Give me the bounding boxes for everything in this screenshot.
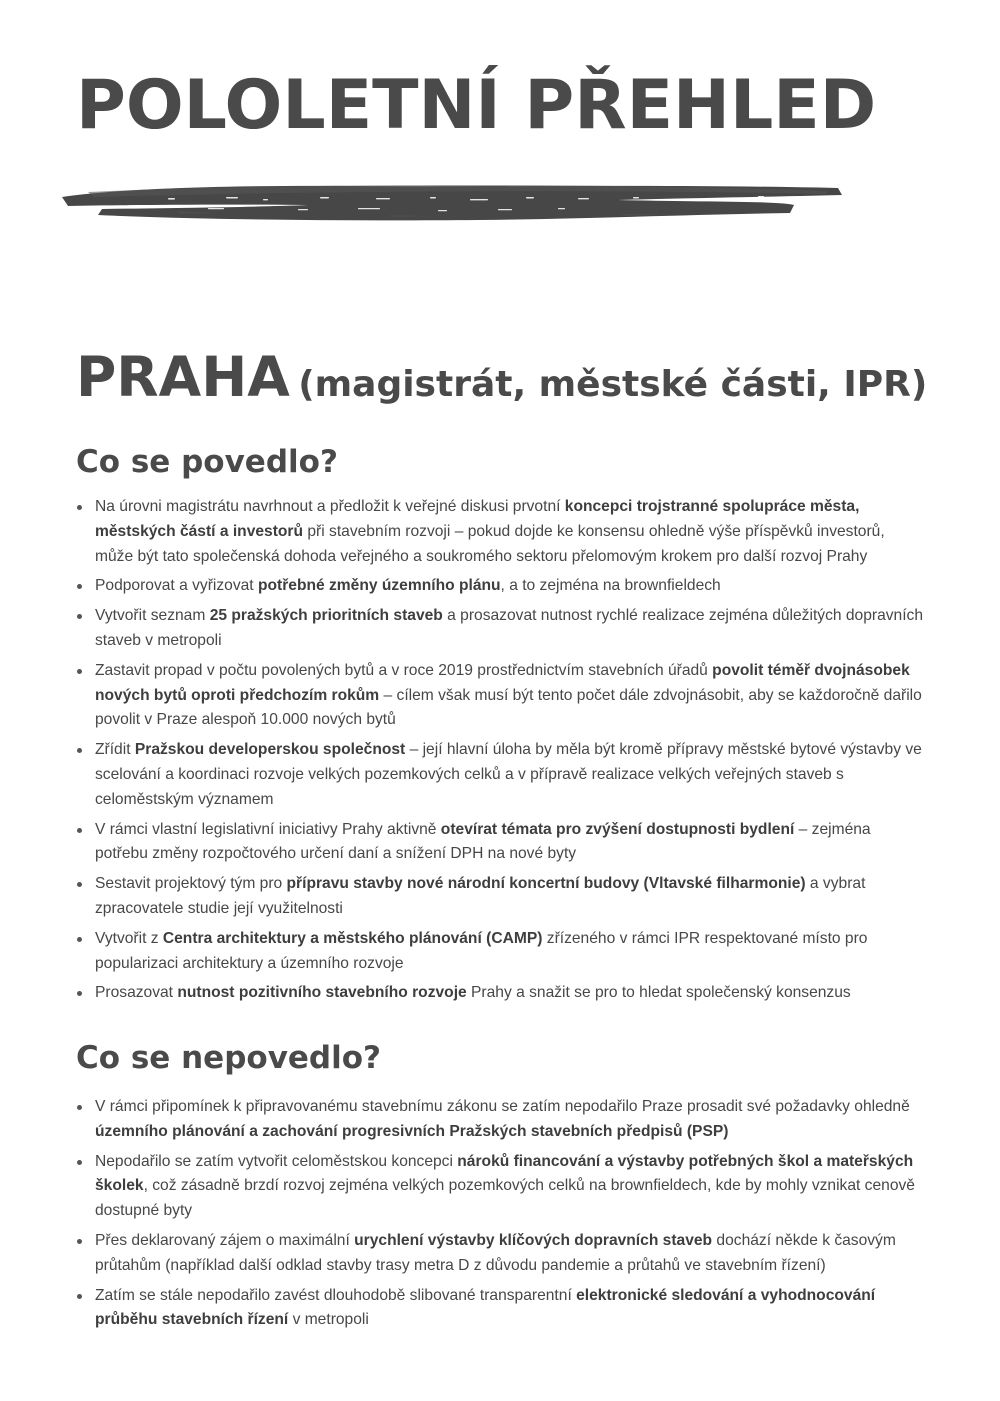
- list-item-bold-text: elektronické sledování a vyhodnocování průběhu stavebních řízení: [95, 1286, 876, 1329]
- list-item: [76, 1229, 926, 1279]
- failure-list: [76, 1095, 926, 1338]
- list-item-text: Sestavit projektový tým pro: [95, 875, 287, 893]
- list-item-text: při stavebním rozvoji – pokud dojde ke konsensu ohledně výše příspěvků investorů, může být tato společenská dohoda veřejného a soukromého sektoru přelomovým krokem pro další rozvoj Prahy: [95, 522, 885, 565]
- list-item: [76, 738, 926, 812]
- success-list: [76, 495, 926, 1011]
- failure-heading: Co se nepovedlo?: [76, 1040, 382, 1076]
- list-item-text: Zastavit propad v počtu povolených bytů a v roce 2019 prostřednictvím stavebních úřadů: [95, 661, 713, 679]
- list-item-text: Zatím se stále nepodařilo zavést dlouhodobě slibované transparentní: [95, 1286, 577, 1304]
- list-item-bold-text: Centra architektury a městského plánování (CAMP): [162, 929, 543, 947]
- list-item-text: , což zásadně brzdí rozvoj zejména velkých pozemkových celků na brownfieldech, kde by mohly vznikat cenově dostupné byty: [95, 1177, 915, 1220]
- list-item-text: – její hlavní úloha by měla být kromě přípravy městské bytové výstavby ve scelování a koordinaci rozvoje velkých pozemkových celků a v přípravě realizace velkých veřejných staveb s celoměstským významem: [95, 741, 922, 808]
- list-item-bold-text: územního plánování a zachování progresivních Pražských stavebních předpisů (PSP): [95, 1122, 729, 1140]
- section-title: [76, 345, 928, 409]
- list-item: [76, 927, 926, 977]
- list-item-text: a prosazovat nutnost rychlé realizace zejména důležitých dopravních staveb v metropoli: [95, 607, 924, 649]
- list-item-bold-text: koncepci trojstranné spolupráce města, městských částí a investorů: [95, 498, 860, 540]
- list-item: [76, 574, 926, 599]
- list-item: [76, 659, 926, 733]
- list-item-text: Nepodařilo se zatím vytvořit celoměstskou koncepci: [95, 1152, 458, 1170]
- list-item-bold-text: 25 pražských prioritních staveb: [209, 607, 443, 625]
- list-item-bold-text: přípravu stavby nové národní koncertní budovy (Vltavské filharmonie): [286, 875, 806, 893]
- list-item-text: v metropoli: [288, 1311, 369, 1329]
- list-item-bold-text: potřebné změny územního plánu: [257, 577, 501, 595]
- list-item-bold-text: povolit téměř dvojnásobek nových bytů oproti předchozím rokům: [95, 661, 910, 704]
- list-item: [76, 981, 926, 1006]
- list-item-text: , a to zejména na brownfieldech: [500, 577, 721, 595]
- list-item-text: Na úrovni magistrátu navrhnout a předložit k veřejné diskusi prvotní: [95, 498, 565, 515]
- list-item-text: V rámci vlastní legislativní iniciativy Prahy aktivně: [95, 820, 441, 838]
- list-item-bold-text: urychlení výstavby klíčových dopravních staveb: [354, 1231, 713, 1249]
- list-item-text: – cílem však musí být tento počet dále zdvojnásobit, aby se každoročně dařilo povolit v Praze alespoň 10.000 nových bytů: [95, 686, 922, 729]
- section-subtitle: (magistrát, městské části, IPR): [298, 364, 928, 405]
- list-item-text: dochází někde k časovým průtahům (například další odklad stavby trasy metra D z důvodu pandemie a průtahů ve stavebním řízení): [95, 1231, 896, 1274]
- list-item: [76, 1150, 926, 1224]
- list-item: [76, 872, 926, 922]
- list-item-text: V rámci připomínek k připravovanému stavebnímu zákonu se zatím nepodařilo Praze prosadit své požadavky ohledně: [95, 1098, 910, 1115]
- section-name: PRAHA: [76, 345, 290, 409]
- list-item-text: Podporovat a vyřizovat: [95, 577, 258, 595]
- list-item: [76, 604, 926, 654]
- list-item-bold-text: Pražskou developerskou společnost: [134, 741, 406, 759]
- list-item-bold-text: nároků financování a výstavby potřebných škol a mateřských školek: [95, 1152, 914, 1195]
- list-item: [76, 1095, 926, 1145]
- list-item-text: Prahy a snažit se pro to hledat společenský konsenzus: [466, 984, 851, 1002]
- success-heading: Co se povedlo?: [76, 444, 338, 480]
- page-title: POLOLETNÍ PŘEHLED: [76, 66, 877, 145]
- list-item: [76, 1284, 926, 1334]
- list-item-text: – zejména potřebu změny rozpočtového určení daní a snížení DPH na nové byty: [95, 820, 871, 863]
- list-item: [76, 818, 926, 868]
- list-item-text: Přes deklarovaný zájem o maximální: [95, 1231, 355, 1249]
- brush-stroke-underline: [58, 175, 848, 230]
- list-item-text: Vytvořit seznam: [95, 607, 210, 625]
- list-item-text: Prosazovat: [95, 984, 178, 1002]
- list-item-text: Vytvořit z: [95, 929, 163, 947]
- list-item-text: Zřídit: [95, 741, 135, 759]
- list-item-bold-text: otevírat témata pro zvýšení dostupnosti bydlení: [440, 820, 795, 838]
- list-item-text: zřízeného v rámci IPR respektované místo pro popularizaci architektury a územního rozvoje: [95, 929, 868, 972]
- list-item-text: a vybrat zpracovatele studie její využitelnosti: [95, 875, 866, 917]
- list-item: [76, 495, 926, 569]
- list-item-bold-text: nutnost pozitivního stavebního rozvoje: [177, 984, 467, 1002]
